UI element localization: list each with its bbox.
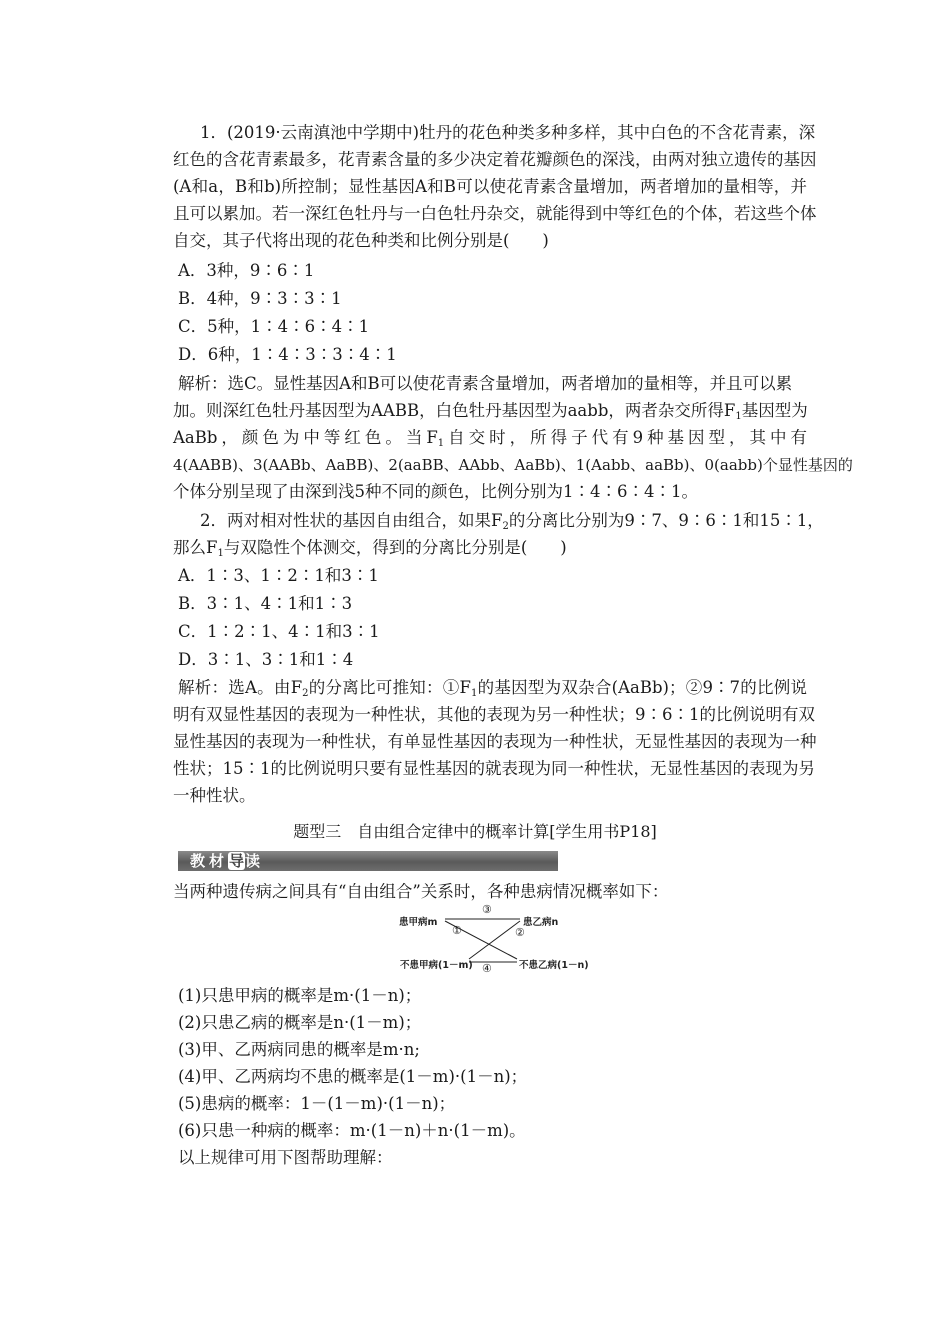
q1-option-a: A．3种，9∶6∶1 [178, 261, 315, 280]
label-no-disease-b: 不患乙病(1－n) [519, 960, 589, 971]
formula-4: (4)甲、乙两病均不患的概率是(1－m)·(1－n)； [178, 1067, 528, 1086]
text-segment: 读 [245, 852, 265, 870]
marker-4: ④ [482, 962, 492, 975]
q1-analysis-line-5: 个体分别呈现了由深到浅5种不同的颜色，比例分别为1∶4∶6∶4∶1。 [173, 482, 698, 501]
intro-text: 当两种遗传病之间具有“自由组合”关系时，各种患病情况概率如下： [173, 882, 669, 901]
marker-2: ② [515, 926, 525, 939]
text-segment: 加。则深红色牡丹基因型为AABB，白色牡丹基因型为aabb，两者杂交所得F [173, 401, 736, 420]
q1-option-d: D．6种，1∶4∶3∶3∶4∶1 [178, 345, 397, 364]
subscript: 2 [302, 688, 309, 699]
marker-1: ① [452, 924, 462, 937]
label-no-disease-a: 不患甲病(1－m) [400, 960, 473, 971]
q1-analysis-line-4: 4(AABB)、3(AABb、AaBB)、2(aaBB、AAbb、AaBb)、1(Aabb、aaBb)、0(aabb)个显性基因的 [173, 456, 853, 474]
q1-stem-line-2: 红色的含花青素最多，花青素含量的多少决定着花瓣颜色的深浅，由两对独立遗传的基因 [173, 150, 817, 169]
q1-stem-line-1: 1．(2019·云南滇池中学期中)牡丹的花色种类多种多样，其中白色的不含花青素，深 [200, 123, 816, 142]
text-segment: 基因型为 [741, 401, 808, 420]
formula-3: (3)甲、乙两病同患的概率是m·n; [178, 1040, 420, 1059]
guide-badge: 导 [229, 852, 245, 870]
label-has-disease-b: 患乙病n [523, 917, 559, 928]
text-segment: 与双隐性个体测交，得到的分离比分别是( ) [223, 538, 567, 557]
formula-5: (5)患病的概率：1－(1－m)·(1－n)； [178, 1094, 456, 1113]
q2-option-b: B．3∶1、4∶1和1∶3 [178, 594, 353, 613]
text-segment: 解析：选A。由F [178, 678, 303, 697]
text-segment: 自交时，所得子代有9种基因型，其中有 [444, 428, 808, 447]
q1-stem-line-3: (A和a，B和b)所控制；显性基因A和B可以使花青素含量增加，两者增加的量相等，并 [173, 177, 807, 196]
probability-diagram [395, 903, 589, 976]
section-title: 题型三 自由组合定律中的概率计算[学生用书P18] [293, 822, 657, 841]
q1-stem-line-5: 自交，其子代将出现的花色种类和比例分别是( ) [173, 231, 549, 250]
label-has-disease-a: 患甲病m [399, 917, 438, 928]
q1-stem-line-4: 且可以累加。若一深红色牡丹与一白色牡丹杂交，就能得到中等红色的个体，若这些个体 [173, 204, 817, 223]
q1-analysis-line-2 [173, 401, 807, 421]
text-segment: 2．两对相对性状的基因自由组合，如果F [200, 511, 503, 530]
banner-label [184, 852, 270, 870]
marker-3: ③ [482, 903, 492, 916]
subscript: 2 [502, 521, 509, 532]
subscript: 1 [217, 548, 224, 559]
q2-analysis-line-1 [178, 678, 807, 698]
closing-text: 以上规律可用下图帮助理解： [178, 1148, 393, 1167]
q1-analysis-line-1: 解析：选C。显性基因A和B可以使花青素含量增加，两者增加的量相等，并且可以累 [178, 374, 793, 393]
q2-analysis-line-3: 显性基因的表现为一种性状，有单显性基因的表现为一种性状，无显性基因的表现为一种 [173, 732, 817, 751]
q2-option-c: C．1∶2∶1、4∶1和3∶1 [178, 622, 380, 641]
formula-6: (6)只患一种病的概率：m·(1－n)＋n·(1－m)。 [178, 1121, 526, 1140]
q2-analysis-line-5: 一种性状。 [173, 786, 256, 805]
q2-analysis-line-4: 性状；15∶1的比例说明只要有显性基因的就表现为同一种性状，无显性基因的表现为另 [173, 759, 815, 778]
formula-1: (1)只患甲病的概率是m·(1－n)； [178, 986, 422, 1005]
q2-option-a: A．1∶3、1∶2∶1和3∶1 [178, 566, 379, 585]
q2-stem-line-2 [173, 538, 567, 558]
q1-option-b: B．4种，9∶3∶3∶1 [178, 289, 342, 308]
cross-line-2 [469, 921, 520, 959]
subscript: 1 [471, 688, 478, 699]
q2-stem-line-1 [200, 511, 824, 531]
text-segment: 的分离比分别为9∶7、9∶6∶1和15∶1， [508, 511, 824, 530]
text-segment: AaBb，颜色为中等红色。当F [173, 428, 438, 447]
subscript: 1 [735, 411, 742, 422]
formula-2: (2)只患乙病的概率是n·(1－m)； [178, 1013, 422, 1032]
q2-option-d: D．3∶1、3∶1和1∶4 [178, 650, 354, 669]
subscript: 1 [437, 438, 445, 449]
q1-option-c: C．5种，1∶4∶6∶4∶1 [178, 317, 370, 336]
textbook-guide-banner [178, 851, 558, 871]
text-segment: 的分离比可推知：①F [308, 678, 471, 697]
text-segment: 的基因型为双杂合(AaBb)；②9∶7的比例说 [477, 678, 807, 697]
q1-analysis-line-3 [173, 428, 807, 448]
text-segment: 教材 [190, 852, 229, 870]
q2-analysis-line-2: 明有双显性基因的表现为一种性状，其他的表现为另一种性状；9∶6∶1的比例说明有双 [173, 705, 815, 724]
text-segment: 那么F [173, 538, 218, 557]
